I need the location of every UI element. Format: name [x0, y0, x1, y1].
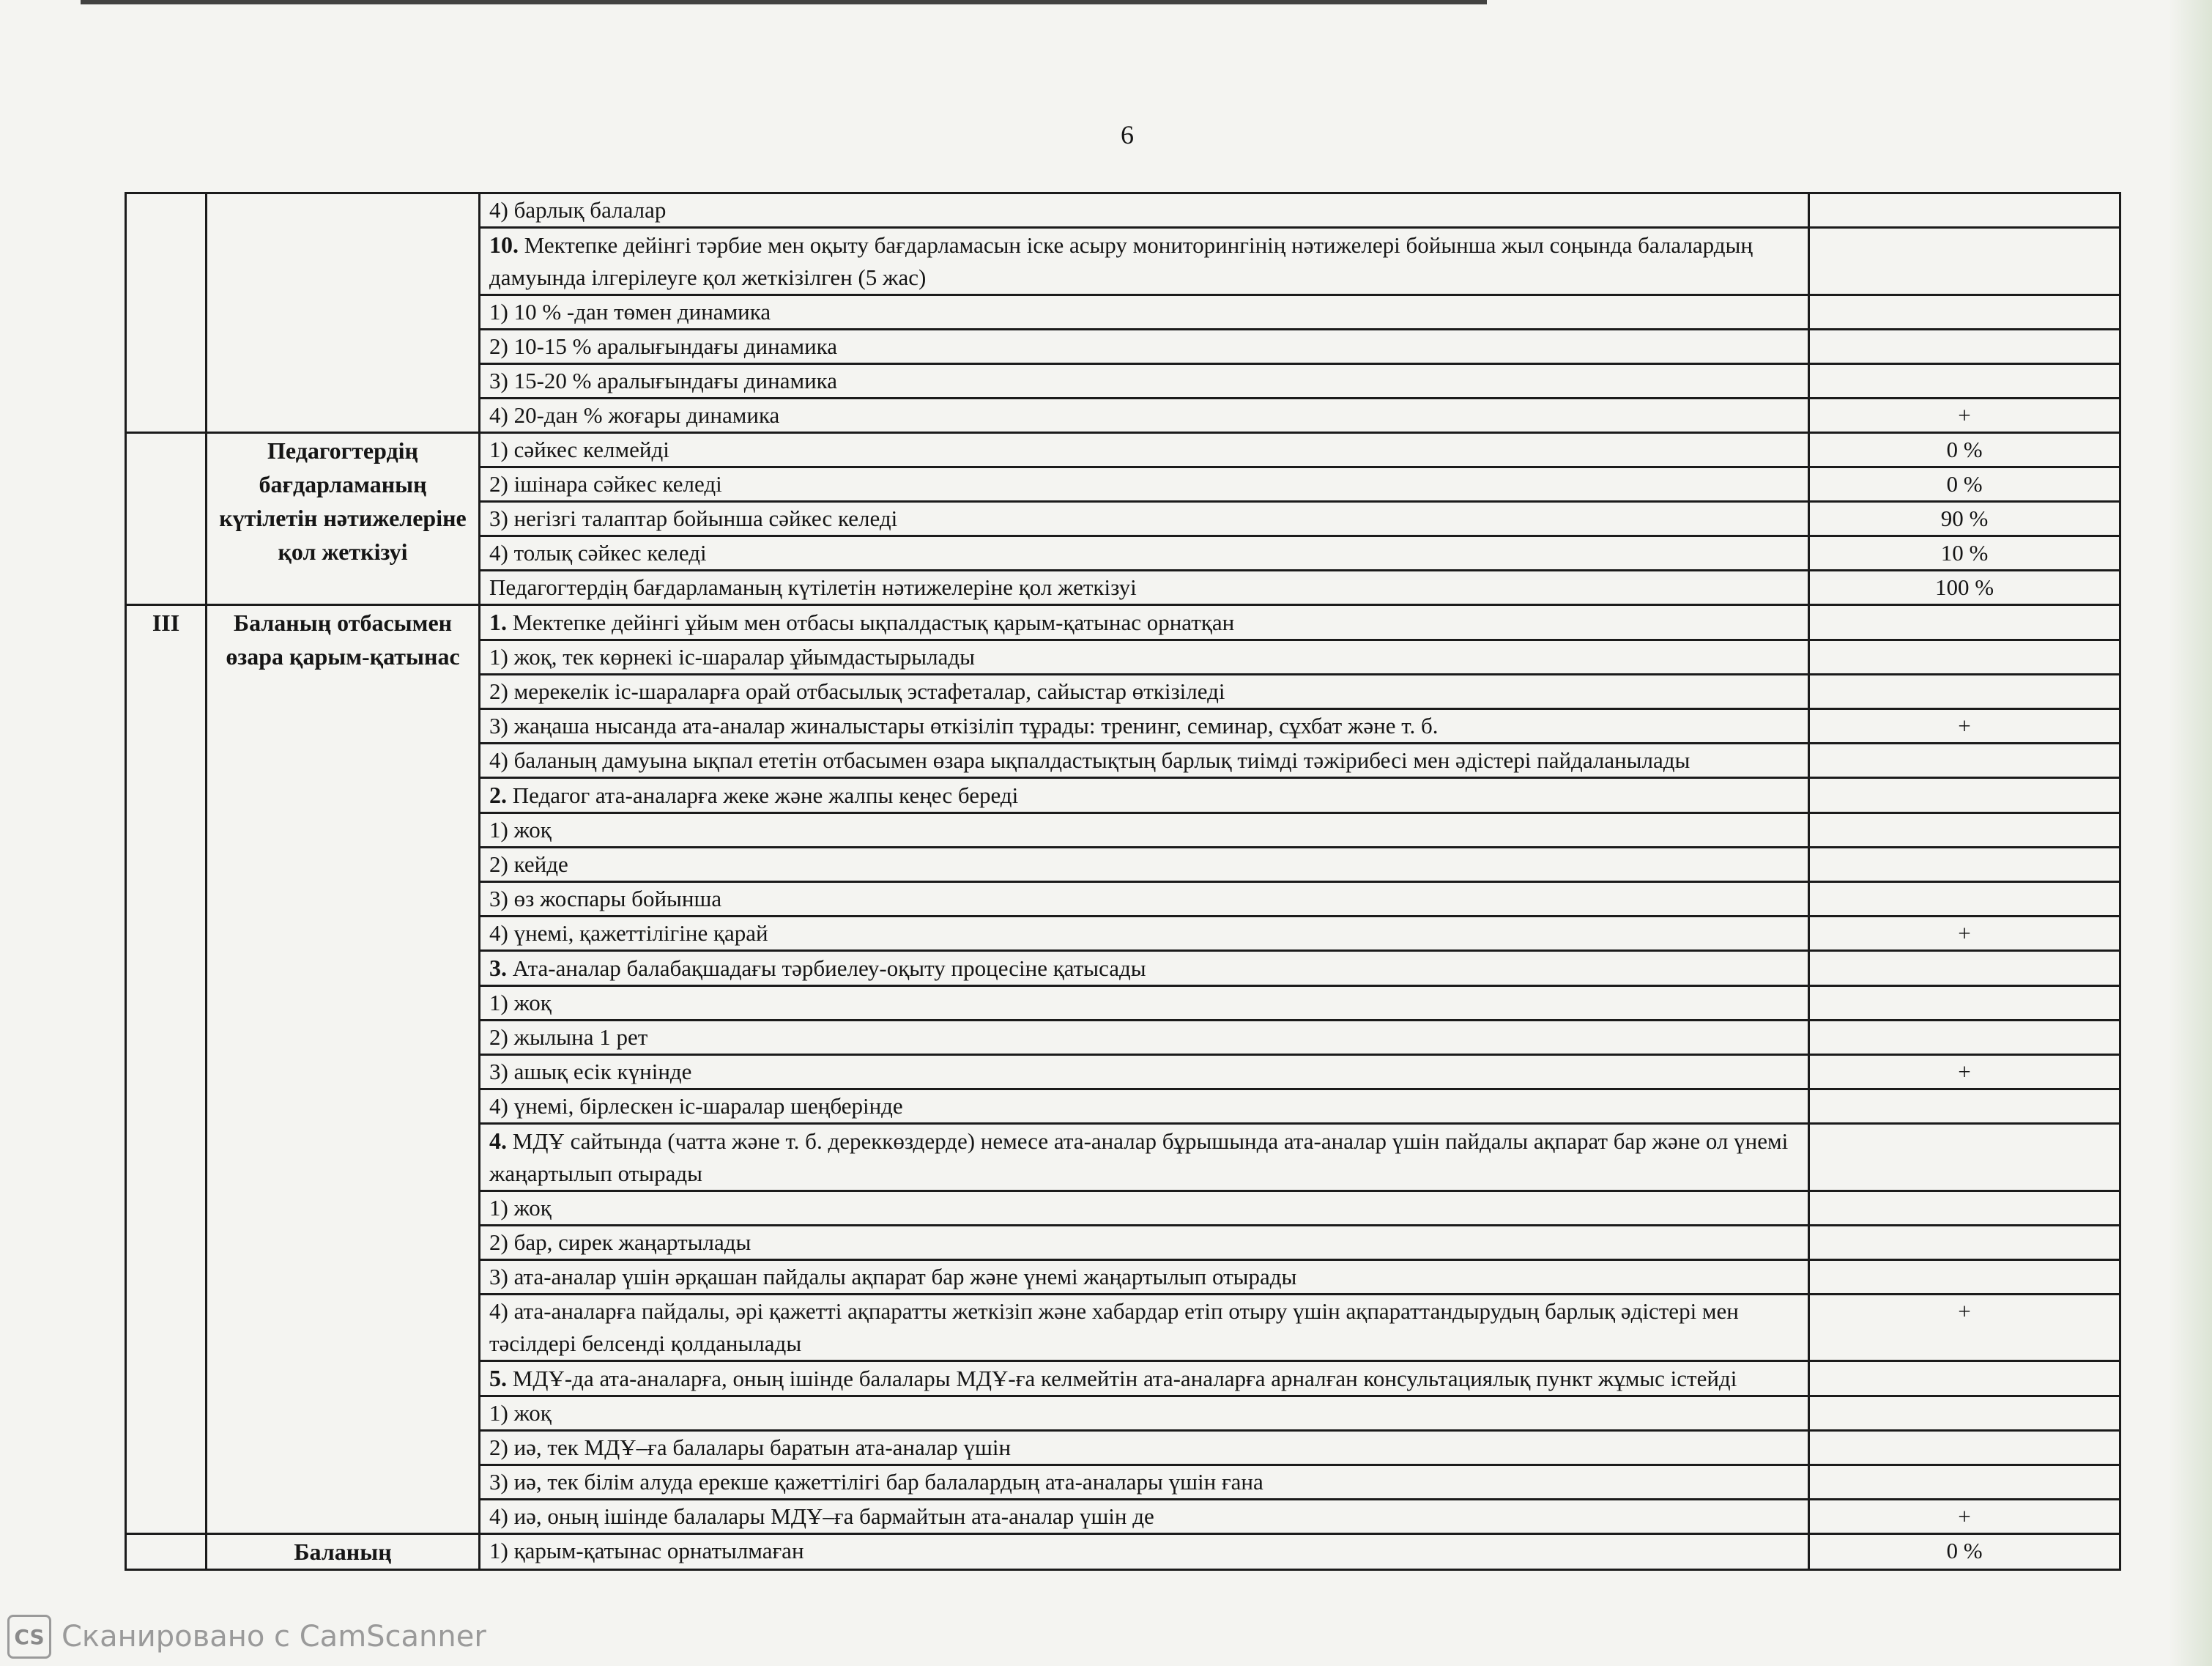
assessment-cell: [1809, 399, 2120, 433]
assessment-cell: [1809, 744, 2120, 778]
assessment-mark: +: [1958, 920, 1971, 946]
indicator-cell: [480, 1260, 1809, 1295]
criterion-cell: [207, 605, 480, 1534]
indicator-text: Мектепке дейінгі ұйым мен отбасы ықпалдастық қарым-қатынас орнатқан: [507, 610, 1235, 635]
indicator-cell: [480, 330, 1809, 364]
indicator-number: 1.: [489, 609, 507, 635]
assessment-mark: 0 %: [1946, 1538, 1983, 1563]
indicator-text: 1) жоқ: [489, 817, 552, 843]
section-number: III: [152, 610, 180, 636]
indicator-cell: [480, 1055, 1809, 1089]
indicator-cell: [480, 467, 1809, 502]
indicator-text: Педагогтердің бағдарламаның күтілетін нәтижелеріне қол жеткізуі: [489, 574, 1137, 600]
indicator-cell: [480, 1295, 1809, 1361]
table-row: [126, 1534, 2120, 1570]
indicator-text: МДҰ-да ата-аналарға, оның ішінде балалары МДҰ-ға келмейтін ата-аналарға арналған консультациялық пункт жұмыс істейді: [507, 1366, 1737, 1391]
indicator-text: 4) ата-аналарға пайдалы, әрі қажетті ақпаратты жеткізіп және хабардар етіп отыру үшін ақпараттандырудың барлық әдістері мен тәсілдері белсенді қолданылады: [489, 1298, 1739, 1356]
scan-top-edge: [81, 0, 1487, 4]
indicator-cell: [480, 1021, 1809, 1055]
assessment-cell: [1809, 813, 2120, 848]
assessment-cell: [1809, 1295, 2120, 1361]
assessment-cell: [1809, 778, 2120, 813]
assessment-cell: [1809, 1396, 2120, 1431]
assessment-cell: [1809, 1191, 2120, 1226]
indicator-cell: [480, 364, 1809, 399]
assessment-cell: [1809, 502, 2120, 536]
assessment-mark: +: [1958, 713, 1971, 738]
indicator-text: 2) кейде: [489, 851, 568, 877]
indicator-cell: [480, 986, 1809, 1021]
indicator-cell: [480, 502, 1809, 536]
indicator-cell: [480, 228, 1809, 295]
assessment-mark: 90 %: [1940, 506, 1989, 531]
section-number-cell: [126, 605, 207, 1534]
assessment-cell: [1809, 605, 2120, 640]
assessment-mark: +: [1958, 402, 1971, 428]
table-row: [126, 193, 2120, 228]
assessment-cell: [1809, 228, 2120, 295]
assessment-cell: [1809, 675, 2120, 709]
indicator-text: 1) жоқ: [489, 1195, 552, 1221]
indicator-cell: [480, 1361, 1809, 1396]
assessment-cell: [1809, 986, 2120, 1021]
assessment-cell: [1809, 951, 2120, 986]
indicator-cell: [480, 917, 1809, 951]
section-number-cell: [126, 433, 207, 605]
camscanner-logo-icon: CS: [7, 1615, 51, 1659]
indicator-text: 4) толық сәйкес келеді: [489, 540, 707, 566]
indicator-number: 3.: [489, 955, 507, 981]
indicator-cell: [480, 1465, 1809, 1500]
indicator-cell: [480, 1124, 1809, 1191]
assessment-mark: 100 %: [1934, 574, 1994, 600]
assessment-cell: [1809, 1465, 2120, 1500]
assessment-mark: +: [1958, 1059, 1971, 1084]
assessment-cell: [1809, 709, 2120, 744]
indicator-text: 2) жылына 1 рет: [489, 1024, 648, 1050]
indicator-text: 2) бар, сирек жаңартылады: [489, 1229, 751, 1255]
criteria-table-body: [126, 193, 2120, 1570]
indicator-cell: [480, 571, 1809, 605]
indicator-text: 4) үнемі, бірлескен іс-шаралар шеңберінде: [489, 1093, 903, 1119]
assessment-mark: +: [1958, 1503, 1971, 1529]
assessment-cell: [1809, 1124, 2120, 1191]
assessment-cell: [1809, 1500, 2120, 1534]
assessment-mark: +: [1958, 1298, 1971, 1324]
assessment-cell: [1809, 882, 2120, 917]
criterion-cell: [207, 1534, 480, 1570]
assessment-cell: [1809, 1055, 2120, 1089]
criterion-cell: [207, 193, 480, 433]
indicator-text: 4) 20-дан % жоғары динамика: [489, 402, 780, 428]
indicator-cell: [480, 193, 1809, 228]
assessment-cell: [1809, 640, 2120, 675]
assessment-cell: [1809, 1431, 2120, 1465]
assessment-cell: [1809, 1361, 2120, 1396]
indicator-text: 1) қарым-қатынас орнатылмаған: [489, 1538, 804, 1563]
assessment-cell: [1809, 433, 2120, 467]
indicator-cell: [480, 433, 1809, 467]
criterion-label: Баланың: [294, 1539, 392, 1565]
indicator-cell: [480, 813, 1809, 848]
indicator-cell: [480, 295, 1809, 330]
indicator-text: 1) жоқ: [489, 1400, 552, 1426]
indicator-cell: [480, 399, 1809, 433]
section-number-cell: [126, 193, 207, 433]
indicator-text: 1) сәйкес келмейді: [489, 437, 669, 462]
assessment-cell: [1809, 917, 2120, 951]
criterion-label: Педагогтердің бағдарламаның күтілетін нәтижелеріне қол жеткізуі: [219, 437, 467, 565]
section-number-cell: [126, 1534, 207, 1570]
indicator-cell: [480, 640, 1809, 675]
indicator-cell: [480, 1226, 1809, 1260]
assessment-cell: [1809, 193, 2120, 228]
indicator-text: 4) барлық балалар: [489, 197, 667, 223]
criterion-label: Баланың отбасымен өзара қарым-қатынас: [226, 610, 460, 670]
indicator-cell: [480, 778, 1809, 813]
indicator-text: 2) 10-15 % аралығындағы динамика: [489, 333, 838, 359]
indicator-text: Педагог ата-аналарға жеке және жалпы кеңес береді: [507, 782, 1019, 808]
indicator-cell: [480, 1534, 1809, 1570]
indicator-number: 10.: [489, 232, 519, 258]
indicator-cell: [480, 675, 1809, 709]
assessment-cell: [1809, 1021, 2120, 1055]
indicator-cell: [480, 536, 1809, 571]
assessment-cell: [1809, 1260, 2120, 1295]
assessment-cell: [1809, 1534, 2120, 1570]
indicator-text: 2) ішінара сәйкес келеді: [489, 471, 722, 497]
indicator-cell: [480, 848, 1809, 882]
camscanner-watermark: [7, 1615, 486, 1659]
indicator-text: 2) мерекелік іс-шараларға орай отбасылық эстафеталар, сайыстар өткізіледі: [489, 678, 1225, 704]
indicator-text: 3) негізгі талаптар бойынша сәйкес келеді: [489, 506, 898, 531]
indicator-text: 3) өз жоспары бойынша: [489, 886, 722, 911]
indicator-cell: [480, 1500, 1809, 1534]
indicator-text: 2) иә, тек МДҰ–ға балалары баратын ата-аналар үшін: [489, 1434, 1012, 1460]
indicator-number: 2.: [489, 782, 507, 808]
indicator-text: 1) жоқ: [489, 990, 552, 1015]
indicator-text: 3) жаңаша нысанда ата-аналар жиналыстары өткізіліп тұрады: тренинг, семинар, сұхбат және т. б.: [489, 713, 1439, 738]
indicator-cell: [480, 1089, 1809, 1124]
indicator-text: 3) ата-аналар үшін әрқашан пайдалы ақпарат бар және үнемі жаңартылып отырады: [489, 1264, 1297, 1289]
assessment-cell: [1809, 536, 2120, 571]
indicator-number: 4.: [489, 1128, 507, 1154]
indicator-text: 4) үнемі, қажеттілігіне қарай: [489, 920, 768, 946]
assessment-mark: 0 %: [1946, 471, 1983, 497]
table-row: [126, 605, 2120, 640]
indicator-cell: [480, 744, 1809, 778]
indicator-cell: [480, 951, 1809, 986]
indicator-number: 5.: [489, 1365, 507, 1391]
indicator-cell: [480, 605, 1809, 640]
indicator-text: 3) 15-20 % аралығындағы динамика: [489, 368, 838, 393]
indicator-cell: [480, 1431, 1809, 1465]
assessment-cell: [1809, 330, 2120, 364]
indicator-text: Ата-аналар балабақшадағы тәрбиелеу-оқыту процесіне қатысады: [507, 955, 1146, 981]
indicator-text: Мектепке дейінгі тәрбие мен оқыту бағдарламасын іске асыру мониторингінің нәтижелері бойынша жыл соңында балалардың дамуында ілгерілеуге қол жеткізілген (5 жас): [489, 232, 1753, 290]
indicator-text: 1) жоқ, тек көрнекі іс-шаралар ұйымдастырылады: [489, 644, 975, 670]
assessment-cell: [1809, 295, 2120, 330]
indicator-text: 3) иә, тек білім алуда ерекше қажеттілігі бар балалардың ата-аналары үшін ғана: [489, 1469, 1263, 1495]
assessment-cell: [1809, 467, 2120, 502]
indicator-text: МДҰ сайтында (чатта және т. б. дереккөздерде) немесе ата-аналар бұрышында ата-аналар үшін пайдалы ақпарат бар және ол үнемі жаңартылып отырады: [489, 1128, 1789, 1186]
indicator-cell: [480, 882, 1809, 917]
criterion-cell: [207, 433, 480, 605]
assessment-cell: [1809, 364, 2120, 399]
indicator-text: 4) баланың дамуына ықпал ететін отбасымен өзара ықпалдастықтың барлық тиімді тәжірибесі мен әдістері пайдаланылады: [489, 747, 1690, 773]
assessment-cell: [1809, 1226, 2120, 1260]
indicator-cell: [480, 1396, 1809, 1431]
watermark-text: Сканировано с CamScanner: [62, 1620, 486, 1654]
criteria-table: [125, 192, 2121, 1571]
indicator-text: 4) иә, оның ішінде балалары МДҰ–ға бармайтын ата-аналар үшін де: [489, 1503, 1154, 1529]
table-row: [126, 433, 2120, 467]
indicator-cell: [480, 709, 1809, 744]
assessment-cell: [1809, 1089, 2120, 1124]
assessment-cell: [1809, 848, 2120, 882]
assessment-cell: [1809, 571, 2120, 605]
assessment-mark: 0 %: [1946, 437, 1983, 462]
indicator-cell: [480, 1191, 1809, 1226]
page-number: 6: [1121, 120, 1134, 149]
indicator-text: 3) ашық есік күнінде: [489, 1059, 692, 1084]
scan-right-shadow: [2168, 0, 2212, 1666]
indicator-text: 1) 10 % -дан төмен динамика: [489, 299, 771, 325]
assessment-mark: 10 %: [1940, 540, 1989, 566]
